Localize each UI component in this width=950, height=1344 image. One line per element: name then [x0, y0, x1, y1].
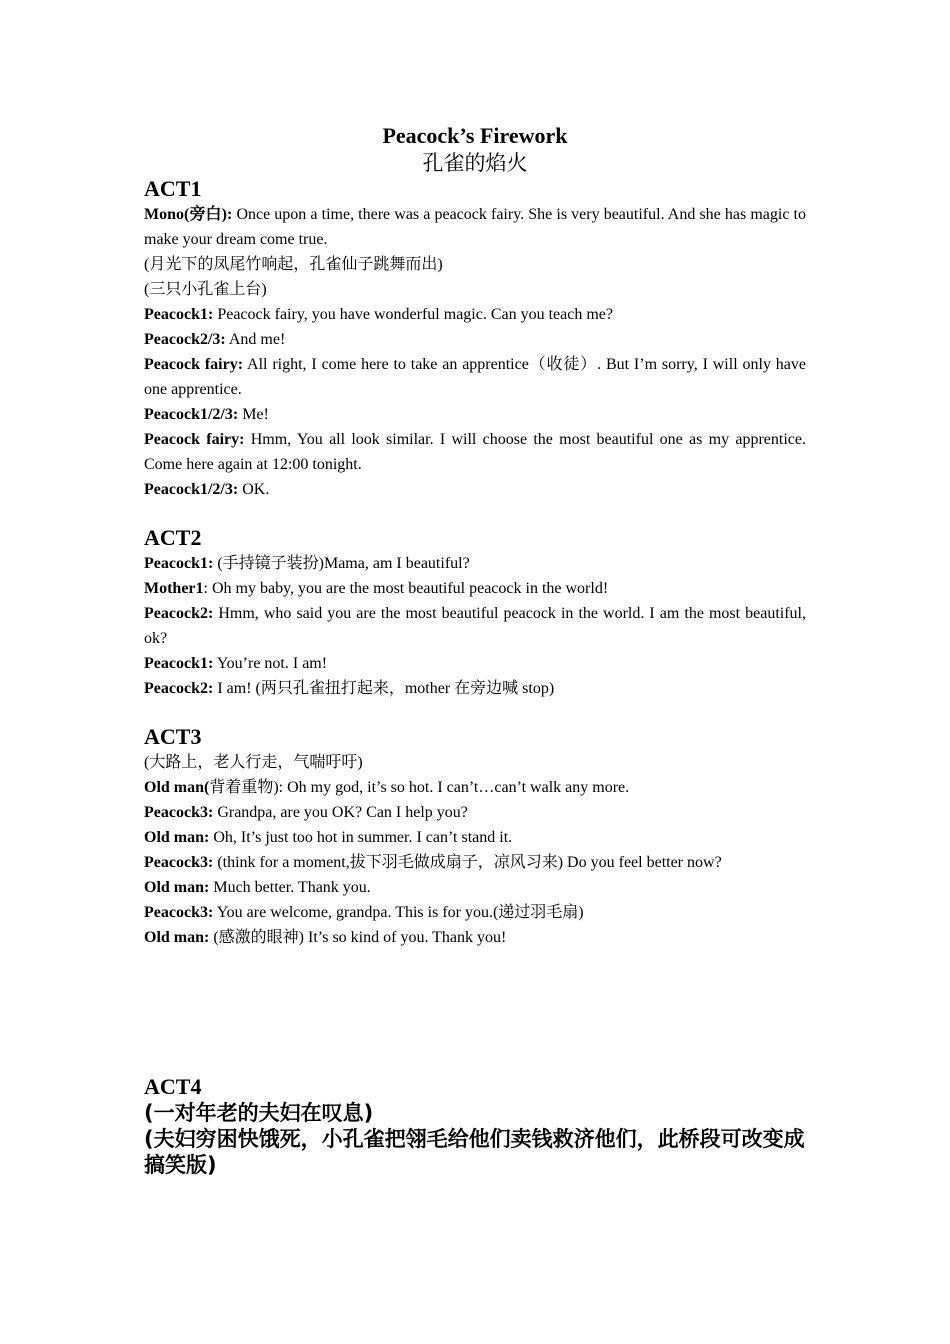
speaker-label: Peacock3: — [144, 854, 214, 871]
act-section — [144, 724, 806, 950]
act-heading: ACT4 — [144, 1074, 202, 1099]
dialogue-line — [144, 875, 806, 900]
speaker-label: Old man: — [144, 879, 210, 896]
speaker-label: Peacock1/2/3: — [144, 406, 239, 423]
dialogue-text: I am! (两只孔雀扭打起来，mother 在旁边喊 stop) — [213, 680, 555, 697]
dialogue-text: Grandpa, are you OK? Can I help you? — [213, 804, 468, 821]
dialogue-line — [144, 900, 806, 925]
dialogue-line — [144, 651, 806, 676]
dialogue-text: And me! — [225, 331, 286, 348]
speaker-label: Mono(旁白): — [144, 206, 233, 223]
speaker-label: Peacock3: — [144, 804, 214, 821]
document-subtitle: 孔雀的焰火 — [422, 151, 528, 175]
dialogue-text: (月光下的凤尾竹响起，孔雀仙子跳舞而出) — [144, 256, 443, 273]
dialogue-line — [144, 551, 806, 576]
dialogue-text: Oh, It’s just too hot in summer. I can’t stand it. — [209, 829, 513, 846]
stage-direction — [144, 277, 806, 302]
act4-note: (一对年老的夫妇在叹息) — [144, 1101, 374, 1125]
speaker-label: Old man: — [144, 929, 210, 946]
speaker-label: Peacock2/3: — [144, 331, 226, 348]
act4-note: (夫妇穷困快饿死，小孔雀把翎毛给他们卖钱救济他们，此桥段可改变成搞笑版) — [144, 1127, 805, 1177]
act-section — [144, 525, 806, 701]
dialogue-line — [144, 576, 806, 601]
speaker-label: Peacock1: — [144, 655, 214, 672]
act-heading: ACT3 — [144, 724, 202, 749]
stage-direction — [144, 750, 806, 775]
dialogue-text: Hmm, who said you are the most beautiful peacock in the world. I am the most beautiful, ok? — [144, 605, 806, 647]
spacer — [144, 502, 806, 525]
script-page — [144, 120, 806, 1178]
dialogue-text: (手持镜子装扮)Mama, am I beautiful? — [213, 555, 470, 572]
dialogue-line — [144, 327, 806, 352]
spacer — [144, 701, 806, 724]
dialogue-text: (感激的眼神) It’s so kind of you. Thank you! — [209, 929, 507, 946]
dialogue-text: You are welcome, grandpa. This is for you.(递过羽毛扇) — [213, 904, 584, 921]
speaker-label: Peacock1/2/3: — [144, 481, 239, 498]
speaker-label: Peacock2: — [144, 680, 214, 697]
speaker-label: Peacock3: — [144, 904, 214, 921]
act-section — [144, 176, 806, 502]
dialogue-line — [144, 202, 806, 252]
dialogue-text: : Oh my baby, you are the most beautiful peacock in the world! — [203, 580, 609, 597]
stage-direction — [144, 252, 806, 277]
dialogue-line — [144, 775, 806, 800]
speaker-label: Peacock fairy: — [144, 356, 244, 373]
dialogue-line — [144, 477, 806, 502]
act-heading: ACT2 — [144, 525, 202, 550]
spacer — [144, 950, 806, 1074]
speaker-label: Peacock1: — [144, 555, 214, 572]
dialogue-text: 背着重物): Oh my god, it’s so hot. I can’t…can’t walk any more. — [209, 779, 630, 796]
dialogue-text: Once upon a time, there was a peacock fairy. She is very beautiful. And she has magic to make your dream come true. — [144, 206, 806, 248]
dialogue-text: Peacock fairy, you have wonderful magic. Can you teach me? — [213, 306, 614, 323]
dialogue-line — [144, 601, 806, 651]
dialogue-line — [144, 825, 806, 850]
dialogue-line — [144, 402, 806, 427]
dialogue-line — [144, 850, 806, 875]
speaker-label: Peacock2: — [144, 605, 214, 622]
dialogue-line — [144, 925, 806, 950]
dialogue-text: Much better. Thank you. — [209, 879, 371, 896]
speaker-label: Peacock1: — [144, 306, 214, 323]
speaker-label: Peacock fairy: — [144, 431, 245, 448]
dialogue-line — [144, 352, 806, 402]
speaker-label: Mother1 — [144, 580, 204, 597]
dialogue-text: All right, I come here to take an apprentice（收徒）. But I’m sorry, I will only have one apprentice. — [144, 356, 806, 398]
dialogue-line — [144, 676, 806, 701]
document-title: Peacock’s Firework — [382, 123, 568, 148]
dialogue-line — [144, 302, 806, 327]
dialogue-text: Hmm, You all look similar. I will choose the most beautiful one as my apprentice. Come here again at 12:00 tonight. — [144, 431, 806, 473]
dialogue-line — [144, 800, 806, 825]
dialogue-text: (大路上，老人行走，气喘吁吁) — [144, 754, 363, 771]
dialogue-text: (think for a moment,拔下羽毛做成扇子，凉风习来) Do you feel better now? — [213, 854, 722, 871]
dialogue-text: You’re not. I am! — [213, 655, 328, 672]
act-heading: ACT1 — [144, 176, 202, 201]
dialogue-line — [144, 427, 806, 477]
dialogue-text: Me! — [238, 406, 269, 423]
speaker-label: Old man: — [144, 829, 210, 846]
dialogue-text: OK. — [238, 481, 270, 498]
act-section — [144, 1074, 806, 1178]
speaker-label: Old man( — [144, 779, 210, 796]
dialogue-text: (三只小孔雀上台) — [144, 281, 267, 298]
